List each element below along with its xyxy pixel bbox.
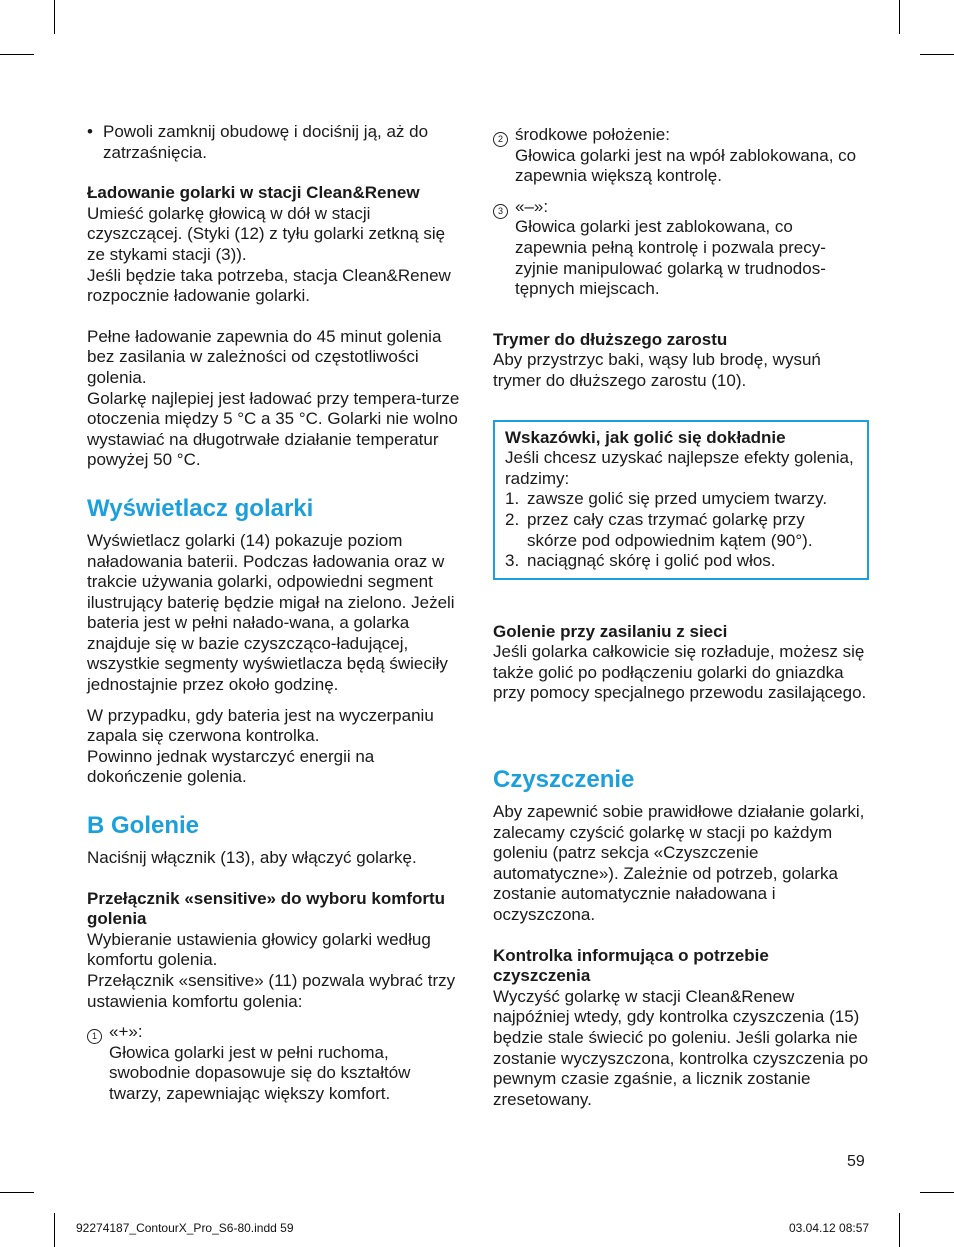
cleaning-heading: Czyszczenie [493, 766, 635, 794]
charging-paragraph: Pełne ładowanie zapewnia do 45 minut golenia bez zasilania w zależności od częstotliwości golenia. [87, 326, 442, 387]
circled-number: 3 [493, 204, 508, 219]
left-column [87, 122, 465, 1105]
switch-paragraph: Przełącznik «sensitive» (11) pozwala wybrać trzy ustawienia komfortu golenia: [87, 971, 456, 1011]
cleaning-paragraph: Aby zapewnić sobie prawidłowe działanie golarki, zalecamy czyścić golarkę w stacji po każdym goleniu (patrz sekcja «Czyszczenie automatyczne»). Zależnie od potrzeb, golarka zostanie automatycznie naładowana i oczyszczona. [493, 802, 865, 925]
setting-option-2: 2 środkowe położenie: Głowica golarki jest na wpół zablokowana, co zapewnia większą kontrolę. [493, 125, 869, 187]
circled-number: 1 [87, 1029, 102, 1044]
trimmer-heading: Trymer do dłuższego zarostu [493, 329, 728, 349]
tips-intro: Jeśli chcesz uzyskać najlepsze efekty golenia, radzimy: [505, 448, 854, 488]
crop-mark [899, 0, 900, 34]
display-paragraph: Wyświetlacz golarki (14) pokazuje poziom naładowania baterii. Podczas ładowania oraz w trakcie używania golarki, odpowiedni segment ilustrujący baterię będzie migał na zielono. Jeżeli bateria jest w pełni nałado-wana, a golarka znajduje się w bazie czyszcząco-ładującej, wszystkie segmenty wyświetlacza będą świeciły jednostajnie przez około godzinę. [87, 530, 455, 695]
setting-option-1: 1 «+»: Głowica golarki jest w pełni ruchoma, swobodnie dopasowuje się do kształtów twarzy, zapewniając większy komfort. [87, 1022, 465, 1104]
charging-heading: Ładowanie golarki w stacji Clean&Renew [87, 183, 420, 203]
display-paragraph: W przypadku, gdy bateria jest na wyczerpaniu zapala się czerwona kontrolka. [87, 705, 434, 746]
crop-mark [920, 54, 954, 55]
shaving-paragraph: Naciśnij włącznik (13), aby włączyć golarkę. [87, 848, 417, 868]
tips-box [493, 420, 869, 580]
shaving-heading: B Golenie [87, 812, 200, 840]
mains-paragraph: Jeśli golarka całkowicie się rozładuje, możesz się także golić po podłączeniu golarki do gniazdka przy pomocy specjalnego przewodu zasilającego. [493, 642, 867, 703]
mains-heading: Golenie przy zasilaniu z sieci [493, 621, 728, 641]
indicator-paragraph: Wyczyść golarkę w stacji Clean&Renew najpóźniej wtedy, gdy kontrolka czyszczenia (15) będzie stale świecić po goleniu. Jeśli golarka nie zostanie wyczyszczona, kontrolka czyszczenia po pewnym czasie zgaśnie, a licznik zostanie zresetowany. [493, 986, 869, 1109]
indicator-heading: Kontrolka informująca o potrzebie czyszczenia [493, 945, 769, 986]
tip-item: 3. naciągnąć skórę i golić pod włos. [505, 551, 776, 571]
crop-mark [54, 0, 55, 34]
charging-paragraph: Umieść golarkę głowicą w dół w stacji czyszczącej. (Styki (12) z tyłu golarki zetkną się ze stykami stacji (3)). [87, 203, 446, 264]
tip-item: 1. zawsze golić się przed umyciem twarzy. [505, 489, 828, 509]
setting-option-3: 3 «–»: Głowica golarki jest zablokowana, co zapewnia pełną kontrolę i pozwala precy-zyjnie manipulować golarką w trudnodos-tępnych miejscach. [493, 197, 869, 300]
bullet-item: • Powoli zamknij obudowę i dociśnij ją, aż do zatrzaśnięcia. [87, 122, 429, 162]
tips-heading: Wskazówki, jak golić się dokładnie [505, 427, 786, 447]
right-column [493, 125, 869, 1110]
crop-mark [899, 1213, 900, 1247]
charging-paragraph: Jeśli będzie taka potrzeba, stacja Clean&Renew rozpocznie ładowanie golarki. [87, 265, 451, 306]
switch-heading: Przełącznik «sensitive» do wyboru komfortu golenia [87, 888, 446, 929]
footer-file: 92274187_ContourX_Pro_S6-80.indd 59 [76, 1221, 294, 1235]
circled-number: 2 [493, 132, 508, 147]
charging-paragraph: Golarkę najlepiej jest ładować przy tempera-turze otoczenia między 5 °C a 35 °C. Golarki nie wolno wystawiać na długotrwałe działanie temperatur powyżej 50 °C. [87, 388, 460, 470]
crop-mark [920, 1192, 954, 1193]
crop-mark [0, 54, 34, 55]
crop-mark [0, 1192, 34, 1193]
display-heading: Wyświetlacz golarki [87, 494, 314, 522]
page-number: 59 [847, 1153, 865, 1170]
crop-mark [54, 1213, 55, 1247]
display-paragraph: Powinno jednak wystarczyć energii na dokończenie golenia. [87, 746, 375, 787]
footer-date: 03.04.12 08:57 [789, 1221, 870, 1235]
trimmer-paragraph: Aby przystrzyc baki, wąsy lub brodę, wysuń trymer do dłuższego zarostu (10). [493, 350, 821, 390]
switch-paragraph: Wybieranie ustawienia głowicy golarki według komfortu golenia. [87, 929, 431, 970]
tip-item: 2. przez cały czas trzymać golarkę przy skórze pod odpowiednim kątem (90°). [505, 509, 813, 550]
